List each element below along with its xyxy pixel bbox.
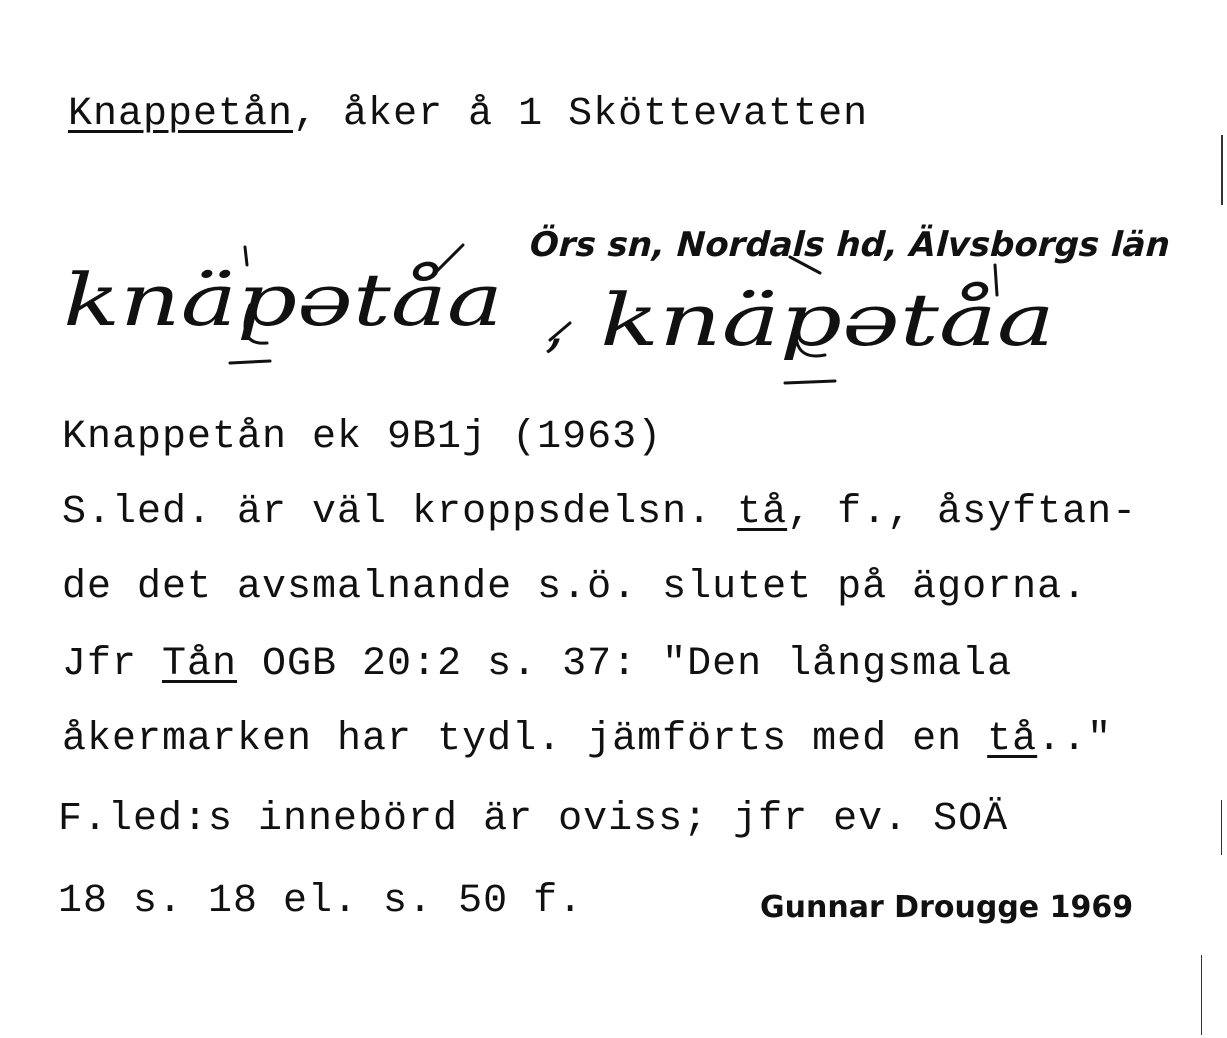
signature: Gunnar Drougge 1969 <box>760 890 1134 925</box>
card-header <box>68 92 869 137</box>
word-ta: tå <box>987 717 1038 762</box>
text-segment: S.led. är väl kroppsdelsn. <box>62 490 738 535</box>
header-description: , åker å 1 Sköttevatten <box>293 92 869 137</box>
card-edge-mark <box>1221 135 1223 205</box>
explanation-line-4 <box>62 717 1113 762</box>
pron-form-2: knäpətåa <box>600 278 1055 362</box>
pron-separator: , <box>545 290 565 360</box>
explanation-line-6: 18 s. 18 el. s. 50 f. <box>58 879 584 924</box>
place-name: Knappetån <box>68 92 294 137</box>
explanation-line-2: de det avsmalnande s.ö. slutet på ägorna. <box>62 565 1088 610</box>
word-tan: Tån <box>162 642 238 687</box>
explanation-line-3 <box>62 642 1013 687</box>
text-segment: åkermarken har tydl. jämförts med en <box>62 717 988 762</box>
word-ta: tå <box>737 490 788 535</box>
text-segment: .." <box>1037 717 1113 762</box>
text-segment: OGB 20:2 s. 37: "Den långsmala <box>237 642 1013 687</box>
card-edge-mark <box>1221 800 1222 855</box>
pron-form-1: knäpətåa <box>63 258 504 342</box>
text-segment: , f., åsyftan- <box>787 490 1138 535</box>
handwritten-pronunciation <box>55 235 1095 405</box>
reference-line: Knappetån ek 9B1j (1963) <box>62 415 663 460</box>
text-segment: Jfr <box>62 642 163 687</box>
explanation-line-1 <box>62 490 1138 535</box>
explanation-line-5: F.led:s innebörd är oviss; jfr ev. SOÄ <box>58 797 1009 842</box>
card-edge-mark <box>1201 955 1202 1035</box>
location-stamp: Örs sn, Nordals hd, Älvsborgs län <box>528 225 1171 265</box>
